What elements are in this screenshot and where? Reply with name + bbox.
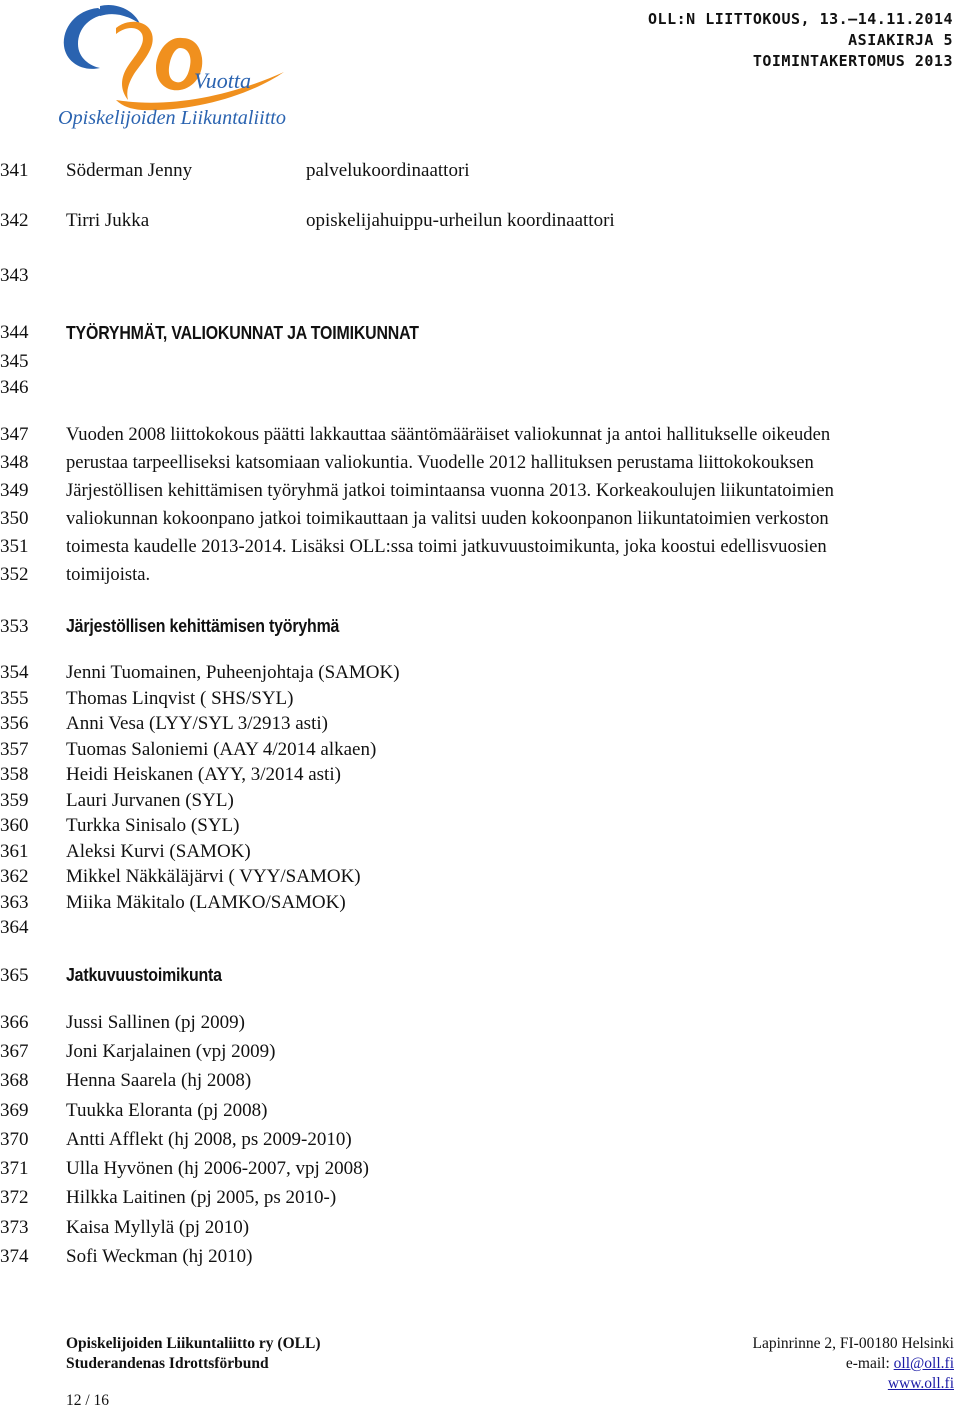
- member-item: Tuukka Eloranta (pj 2008): [66, 1100, 268, 1121]
- footer-org: [66, 1334, 321, 1374]
- member-item: Henna Saarela (hj 2008): [66, 1070, 252, 1091]
- line-number: 343: [0, 265, 29, 286]
- member-item: Sofi Weckman (hj 2010): [66, 1246, 253, 1267]
- line-number: 354: [0, 662, 29, 683]
- line-number: 368: [0, 1070, 29, 1091]
- member-item: Kaisa Myllylä (pj 2010): [66, 1217, 250, 1238]
- logo-org-text: Opiskelijoiden Liikuntaliitto: [58, 107, 286, 129]
- line-number: 353: [0, 616, 29, 637]
- member-item: Jussi Sallinen (pj 2009): [66, 1012, 245, 1033]
- member-item: Thomas Linqvist ( SHS/SYL): [66, 688, 294, 709]
- footer-address: Lapinrinne 2, FI-00180 Helsinki: [752, 1335, 954, 1352]
- line-number: 345: [0, 351, 29, 372]
- line-number: 374: [0, 1246, 29, 1267]
- member-item: Hilkka Laitinen (pj 2005, ps 2010-): [66, 1187, 337, 1208]
- line-number: 366: [0, 1012, 29, 1033]
- member-item: Turkka Sinisalo (SYL): [66, 815, 240, 836]
- line-number: 356: [0, 713, 29, 734]
- line-number: 369: [0, 1100, 29, 1121]
- line-number: 344: [0, 322, 29, 343]
- staff-role: opiskelijahuippu-urheilun koordinaattori: [306, 210, 615, 231]
- line-number: 363: [0, 892, 29, 913]
- email-label: e-mail:: [845, 1355, 894, 1372]
- paragraph-line: perustaa tarpeelliseksi katsomiaan valiokuntia. Vuodelle 2012 hallituksen perustama liittokokouksen: [66, 452, 814, 473]
- line-number: 352: [0, 564, 29, 585]
- group-heading-continuity-committee: Jatkuvuustoimikunta: [66, 964, 222, 985]
- paragraph-line: valiokunnan kokoonpano jatkoi toimikauttaan ja valitsi uuden kokoonpanon liikuntatoimien verkoston: [66, 508, 829, 529]
- member-item: Aleksi Kurvi (SAMOK): [66, 841, 251, 862]
- footer-email-line: [753, 1354, 954, 1374]
- line-number: 358: [0, 764, 29, 785]
- member-item: Jenni Tuomainen, Puheenjohtaja (SAMOK): [66, 662, 400, 683]
- oll-logo-graphic: [56, 0, 296, 130]
- footer-contact: [753, 1334, 954, 1394]
- line-number: 342: [0, 210, 29, 231]
- line-number: 350: [0, 508, 29, 529]
- member-item: Joni Karjalainen (vpj 2009): [66, 1041, 276, 1062]
- section-heading: TYÖRYHMÄT, VALIOKUNNAT JA TOIMIKUNNAT: [66, 322, 419, 343]
- intro-paragraph: [66, 421, 946, 589]
- paragraph-line: Järjestöllisen kehittämisen työryhmä jatkoi toimintaansa vuonna 2013. Korkeakoulujen liikuntatoimien: [66, 480, 834, 501]
- member-item: Antti Afflekt (hj 2008, ps 2009-2010): [66, 1129, 352, 1150]
- document-header: [648, 9, 953, 72]
- member-item: Mikkel Näkkäläjärvi ( VYY/SAMOK): [66, 866, 361, 887]
- header-meeting: OLL:N LIITTOKOUS, 13.–14.11.2014: [648, 10, 953, 28]
- line-number: 360: [0, 815, 29, 836]
- line-number: 348: [0, 452, 29, 473]
- oll-logo: [56, 0, 296, 130]
- line-number: 355: [0, 688, 29, 709]
- line-number: 359: [0, 790, 29, 811]
- line-number: 365: [0, 965, 29, 986]
- line-number: 346: [0, 377, 29, 398]
- line-number: 351: [0, 536, 29, 557]
- email-link[interactable]: oll@oll.fi: [893, 1355, 954, 1372]
- header-document-number: ASIAKIRJA 5: [848, 31, 953, 49]
- footer-website-line: [753, 1374, 954, 1394]
- footer-org-swedish-name: Studerandenas Idrottsförbund: [66, 1355, 269, 1372]
- member-item: Tuomas Saloniemi (AAY 4/2014 alkaen): [66, 739, 377, 760]
- line-number: 349: [0, 480, 29, 501]
- member-item: Anni Vesa (LYY/SYL 3/2913 asti): [66, 713, 328, 734]
- line-number: 371: [0, 1158, 29, 1179]
- member-item: Heidi Heiskanen (AYY, 3/2014 asti): [66, 764, 341, 785]
- line-number: 372: [0, 1187, 29, 1208]
- paragraph-line: toimesta kaudelle 2013-2014. Lisäksi OLL:ssa toimi jatkuvuustoimikunta, joka koostui edellisvuosien: [66, 536, 827, 557]
- footer-org-name: Opiskelijoiden Liikuntaliitto ry (OLL): [66, 1335, 321, 1352]
- line-number: 373: [0, 1217, 29, 1238]
- line-number: 357: [0, 739, 29, 760]
- paragraph-line: toimijoista.: [66, 564, 151, 585]
- line-number: 341: [0, 160, 29, 181]
- line-number: 367: [0, 1041, 29, 1062]
- website-link[interactable]: www.oll.fi: [887, 1375, 954, 1392]
- page-number: 12 / 16: [66, 1392, 110, 1409]
- line-number: 370: [0, 1129, 29, 1150]
- member-item: Miika Mäkitalo (LAMKO/SAMOK): [66, 892, 346, 913]
- paragraph-line: Vuoden 2008 liittokokous päätti lakkauttaa sääntömääräiset valiokunnat ja antoi hallitukselle oikeuden: [66, 424, 831, 445]
- member-item: Ulla Hyvönen (hj 2006-2007, vpj 2008): [66, 1158, 369, 1179]
- line-number: 347: [0, 424, 29, 445]
- header-document-title: TOIMINTAKERTOMUS 2013: [752, 52, 953, 70]
- line-number: 361: [0, 841, 29, 862]
- line-number: 364: [0, 917, 29, 938]
- logo-years-text: Vuotta: [194, 68, 252, 93]
- staff-name: Söderman Jenny: [66, 160, 193, 181]
- staff-role: palvelukoordinaattori: [306, 160, 470, 181]
- line-number: 362: [0, 866, 29, 887]
- member-item: Lauri Jurvanen (SYL): [66, 790, 234, 811]
- group-heading-working-group: Järjestöllisen kehittämisen työryhmä: [66, 615, 340, 636]
- staff-name: Tirri Jukka: [66, 210, 150, 231]
